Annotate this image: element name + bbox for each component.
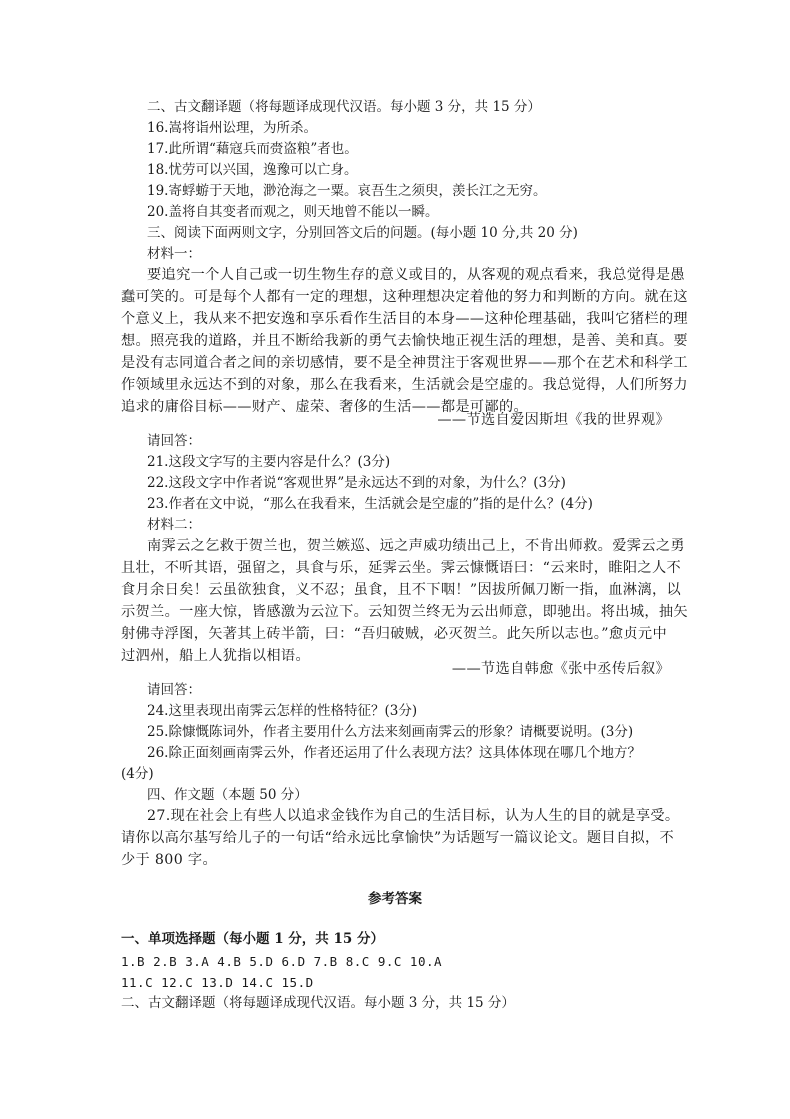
material2-line: 射佛寺浮图，矢著其上砖半箭，曰：“吾归破贼，必灭贺兰。此矢所以志也。”愈贞元中 bbox=[121, 626, 667, 642]
question-21: 21.这段文字写的主要内容是什么？(3分) bbox=[147, 454, 391, 470]
section2-item-18: 18.忧劳可以兴国，逸豫可以亡身。 bbox=[147, 162, 358, 178]
material1-line: 蠢可笑的。可是每个人都有一定的理想，这种理想决定着他的努力和判断的方向。就在这 bbox=[121, 289, 688, 305]
essay-line: 少于 800 字。 bbox=[121, 852, 217, 868]
material1-line: 是没有志同道合者之间的亲切感情，要不是全神贯注于客观世界——那个在艺术和科学工 bbox=[121, 355, 688, 371]
material2-line: 过泗州，船上人犹指以相语。 bbox=[121, 648, 310, 664]
essay-line: 请你以高尔基写给儿子的一句话“给永远比拿愉快”为话题写一篇议论文。题目自拟，不 bbox=[121, 830, 675, 846]
answers-row-1: 1.B 2.B 3.A 4.B 5.D 6.D 7.B 8.C 9.C 10.A bbox=[121, 954, 443, 969]
section2-item-20: 20.盖将自其变者而观之，则天地曾不能以一瞬。 bbox=[147, 204, 439, 220]
material2-line: 示贺兰。一座大惊，皆感激为云泣下。云知贺兰终无为云出师意，即驰出。将出城，抽矢 bbox=[121, 604, 688, 620]
material1-line: 追求的庸俗目标——财产、虚荣、奢侈的生活——都是可鄙的。 bbox=[121, 399, 529, 415]
answers-row-2: 11.C 12.C 13.D 14.C 15.D bbox=[121, 975, 314, 990]
material2-prompt: 请回答： bbox=[147, 682, 201, 698]
section4-heading: 四、作文题（本题 50 分） bbox=[147, 787, 308, 803]
material1-label: 材料一： bbox=[147, 246, 201, 262]
material2-source: ——节选自韩愈《张中丞传后叙》 bbox=[451, 661, 670, 677]
question-23: 23.作者在文中说，“那么在我看来，生活就会是空虚的”指的是什么？(4分) bbox=[147, 496, 593, 512]
question-22: 22.这段文字中作者说“客观世界”是永远达不到的对象，为什么？(3分) bbox=[147, 475, 566, 491]
material1-line: 作领域里永远达不到的对象，那么在我看来，生活就会是空虚的。我总觉得，人们所努力 bbox=[121, 377, 688, 393]
material2-label: 材料二： bbox=[147, 517, 201, 533]
section2-item-16: 16.嵩将诣州讼理，为所杀。 bbox=[147, 120, 317, 136]
material1-source: ——节选自爱因斯坦《我的世界观》 bbox=[437, 412, 670, 428]
material2-line: 且壮，不听其语，强留之，具食与乐，延霁云坐。霁云慷慨语曰：“云来时，睢阳之人不 bbox=[121, 560, 682, 576]
section2-heading: 二、古文翻译题（将每题译成现代汉语。每小题 3 分，共 15 分） bbox=[147, 99, 541, 115]
question-26: 26.除正面刻画南霁云外，作者还运用了什么表现方法？这具体体现在哪几个地方？ bbox=[147, 745, 641, 761]
material1-line: 想。照亮我的道路，并且不断给我新的勇气去愉快地正视生活的理想，是善、美和真。要 bbox=[121, 333, 688, 349]
section3-heading: 三、阅读下面两则文字，分别回答文后的问题。(每小题 10 分,共 20 分) bbox=[147, 225, 578, 241]
material2-line: 南霁云之乞救于贺兰也，贺兰嫉巡、远之声威功绩出己上，不肯出师救。爱霁云之勇 bbox=[147, 538, 685, 554]
answers-section1-heading: 一、单项选择题（每小题 1 分，共 15 分） bbox=[121, 931, 384, 947]
section2-item-19: 19.寄蜉蝣于天地，渺沧海之一粟。哀吾生之须臾，羡长江之无穷。 bbox=[147, 183, 547, 199]
material1-prompt: 请回答： bbox=[147, 433, 201, 449]
answers-section2-heading: 二、古文翻译题（将每题译成现代汉语。每小题 3 分，共 15 分） bbox=[121, 995, 515, 1011]
question-25: 25.除慷慨陈词外，作者主要用什么方法来刻画南霁云的形象？请概要说明。(3分) bbox=[147, 724, 634, 740]
question-26-score: (4分) bbox=[121, 766, 154, 782]
section2-item-17: 17.此所谓“藉寇兵而赍盗粮”者也。 bbox=[147, 141, 358, 157]
material1-line: 要追究一个人自己或一切生物生存的意义或目的，从客观的观点看来，我总觉得是愚 bbox=[147, 267, 685, 283]
material2-line: 食月余日矣！云虽欲独食，义不忍；虽食，且不下咽！”因拔所佩刀断一指，血淋漓，以 bbox=[121, 582, 682, 598]
question-24: 24.这里表现出南霁云怎样的性格特征？(3分) bbox=[147, 703, 418, 719]
essay-line: 27.现在社会上有些人以追求金钱作为自己的生活目标，认为人生的目的就是享受。 bbox=[147, 808, 680, 824]
answers-title: 参考答案 bbox=[368, 891, 422, 907]
material1-line: 个意义上，我从来不把安逸和享乐看作生活目的本身——这种伦理基础，我叫它猪栏的理 bbox=[121, 311, 688, 327]
